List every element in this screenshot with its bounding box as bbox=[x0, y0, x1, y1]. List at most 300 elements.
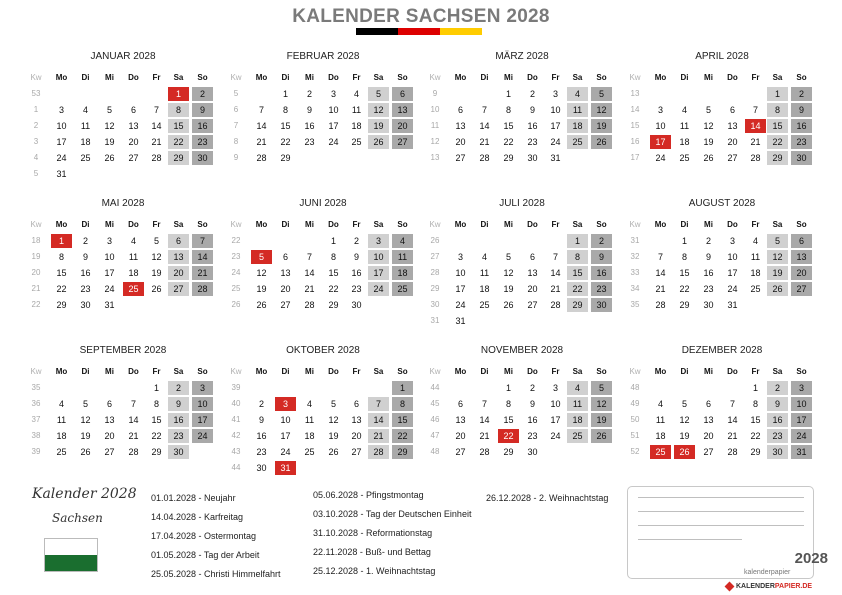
day-cell: 3 bbox=[192, 381, 213, 395]
day-cell: 19 bbox=[151, 268, 162, 278]
day-cell: 15 bbox=[750, 415, 761, 425]
day-cell: 4 bbox=[752, 236, 758, 246]
day-cell: 13 bbox=[727, 121, 738, 131]
day-cell: 1 bbox=[505, 89, 511, 99]
site-brand-dark: KALENDER bbox=[736, 583, 775, 590]
day-cell: 18 bbox=[479, 284, 490, 294]
day-cell: 15 bbox=[392, 413, 413, 427]
day-cell: 9 bbox=[258, 415, 264, 425]
holiday-entry: 31.10.2028 - Reformationstag bbox=[313, 528, 433, 538]
day-cell: 19 bbox=[328, 431, 339, 441]
day-cell: 2 bbox=[353, 236, 359, 246]
week-number: 32 bbox=[630, 252, 640, 261]
week-number: 12 bbox=[430, 137, 440, 146]
day-cell: 27 bbox=[392, 135, 413, 149]
day-cell: 18 bbox=[80, 137, 91, 147]
week-number: 41 bbox=[231, 415, 241, 424]
weekday-header: Mo bbox=[454, 367, 467, 376]
day-cell: 7 bbox=[130, 399, 136, 409]
week-number: 9 bbox=[233, 153, 239, 162]
weekday-header: Di bbox=[680, 220, 689, 229]
weekday-header: Sa bbox=[572, 220, 583, 229]
weekday-header: Fr bbox=[751, 367, 760, 376]
day-cell: 5 bbox=[505, 252, 511, 262]
week-number: 46 bbox=[430, 415, 440, 424]
weekday-header: Sa bbox=[373, 367, 384, 376]
day-cell: 26 bbox=[368, 135, 389, 149]
day-cell: 15 bbox=[679, 268, 690, 278]
day-cell: 26 bbox=[767, 282, 788, 296]
week-number: 16 bbox=[630, 137, 640, 146]
day-cell: 14 bbox=[655, 268, 666, 278]
weekday-header: So bbox=[197, 73, 208, 82]
day-cell: 23 bbox=[791, 135, 812, 149]
weekday-header: Fr bbox=[751, 220, 760, 229]
day-cell: 2 bbox=[168, 381, 189, 395]
day-cell: 25 bbox=[304, 447, 315, 457]
week-number: 50 bbox=[630, 415, 640, 424]
day-cell: 5 bbox=[106, 105, 112, 115]
weekday-header: Mi bbox=[504, 367, 513, 376]
day-cell: 28 bbox=[368, 445, 389, 459]
day-cell: 1 bbox=[767, 87, 788, 101]
day-cell: 1 bbox=[392, 381, 413, 395]
day-cell: 6 bbox=[457, 399, 463, 409]
note-line bbox=[638, 525, 804, 526]
day-cell: 23 bbox=[192, 135, 213, 149]
day-cell: 27 bbox=[280, 300, 291, 310]
day-cell: 16 bbox=[527, 415, 538, 425]
weekday-header: So bbox=[596, 73, 607, 82]
weekday-header: Di bbox=[680, 73, 689, 82]
holiday-entry: 25.05.2028 - Christi Himmelfahrt bbox=[151, 569, 281, 579]
week-number-header: Kw bbox=[230, 73, 242, 82]
weekday-header: So bbox=[397, 220, 408, 229]
weekday-header: Do bbox=[527, 73, 538, 82]
day-cell: 6 bbox=[168, 234, 189, 248]
day-cell: 4 bbox=[130, 236, 136, 246]
day-cell: 7 bbox=[192, 234, 213, 248]
day-cell: 2 bbox=[529, 383, 535, 393]
day-cell: 14 bbox=[151, 121, 162, 131]
day-cell: 17 bbox=[550, 121, 561, 131]
week-number: 24 bbox=[231, 268, 241, 277]
holiday-day-cell: 26 bbox=[674, 445, 695, 459]
holiday-day-cell: 31 bbox=[275, 461, 296, 475]
day-cell: 15 bbox=[280, 121, 291, 131]
day-cell: 13 bbox=[392, 103, 413, 117]
day-cell: 3 bbox=[368, 234, 389, 248]
day-cell: 18 bbox=[750, 268, 761, 278]
note-line bbox=[638, 497, 804, 498]
day-cell: 23 bbox=[256, 447, 267, 457]
day-cell: 16 bbox=[256, 431, 267, 441]
day-cell: 11 bbox=[567, 103, 588, 117]
day-cell: 25 bbox=[679, 153, 690, 163]
day-cell: 10 bbox=[655, 121, 666, 131]
weekday-header: Mo bbox=[454, 73, 467, 82]
day-cell: 29 bbox=[567, 298, 588, 312]
week-number: 51 bbox=[630, 431, 640, 440]
day-cell: 20 bbox=[351, 431, 362, 441]
page-title: KALENDER SACHSEN 2028 bbox=[292, 6, 550, 27]
day-cell: 27 bbox=[527, 300, 538, 310]
note-line bbox=[638, 539, 742, 540]
weekday-header: Di bbox=[81, 367, 90, 376]
month-title: MAI 2028 bbox=[101, 198, 145, 209]
week-number: 48 bbox=[630, 383, 640, 392]
day-cell: 9 bbox=[529, 399, 535, 409]
week-number-header: Kw bbox=[30, 367, 42, 376]
day-cell: 11 bbox=[655, 415, 666, 425]
day-cell: 6 bbox=[106, 399, 112, 409]
day-cell: 11 bbox=[392, 250, 413, 264]
weekday-header: Mi bbox=[704, 220, 713, 229]
weekday-header: Do bbox=[727, 73, 738, 82]
day-cell: 10 bbox=[192, 397, 213, 411]
day-cell: 24 bbox=[328, 137, 339, 147]
day-cell: 17 bbox=[368, 266, 389, 280]
day-cell: 22 bbox=[168, 135, 189, 149]
weekday-header: Do bbox=[128, 73, 139, 82]
day-cell: 17 bbox=[192, 413, 213, 427]
day-cell: 5 bbox=[681, 399, 687, 409]
day-cell: 16 bbox=[351, 268, 362, 278]
day-cell: 8 bbox=[330, 252, 336, 262]
week-number: 23 bbox=[231, 252, 241, 261]
day-cell: 4 bbox=[681, 105, 687, 115]
day-cell: 21 bbox=[479, 431, 490, 441]
day-cell: 19 bbox=[679, 431, 690, 441]
day-cell: 16 bbox=[591, 266, 612, 280]
day-cell: 21 bbox=[304, 284, 315, 294]
day-cell: 17 bbox=[550, 415, 561, 425]
day-cell: 16 bbox=[767, 413, 788, 427]
script-calendar-title: Kalender 2028 bbox=[32, 486, 137, 502]
day-cell: 29 bbox=[328, 300, 339, 310]
day-cell: 12 bbox=[591, 397, 612, 411]
day-cell: 2 bbox=[192, 87, 213, 101]
day-cell: 16 bbox=[192, 119, 213, 133]
week-number: 6 bbox=[233, 105, 239, 114]
weekday-header: Fr bbox=[551, 367, 560, 376]
week-number: 26 bbox=[430, 236, 440, 245]
day-cell: 1 bbox=[505, 383, 511, 393]
holiday-entry: 14.04.2028 - Karfreitag bbox=[151, 512, 244, 522]
weekday-header: Sa bbox=[572, 367, 583, 376]
day-cell: 22 bbox=[392, 429, 413, 443]
weekday-header: Mi bbox=[305, 367, 314, 376]
saxony-flag-green bbox=[45, 555, 97, 571]
day-cell: 29 bbox=[750, 447, 761, 457]
day-cell: 28 bbox=[256, 153, 267, 163]
day-cell: 23 bbox=[767, 429, 788, 443]
weekday-header: Mo bbox=[654, 220, 667, 229]
day-cell: 19 bbox=[104, 137, 115, 147]
day-cell: 8 bbox=[58, 252, 64, 262]
weekday-header: Sa bbox=[173, 73, 184, 82]
day-cell: 1 bbox=[681, 236, 687, 246]
day-cell: 8 bbox=[505, 399, 511, 409]
saxony-flag-white bbox=[45, 539, 97, 555]
weekday-header: Mi bbox=[105, 367, 114, 376]
month-title: JUNI 2028 bbox=[299, 198, 347, 209]
day-cell: 17 bbox=[455, 284, 466, 294]
day-cell: 18 bbox=[56, 431, 67, 441]
weekday-header: Mi bbox=[504, 73, 513, 82]
holiday-day-cell: 1 bbox=[51, 234, 72, 248]
day-cell: 5 bbox=[705, 105, 711, 115]
week-number-header: Kw bbox=[429, 367, 441, 376]
day-cell: 9 bbox=[791, 103, 812, 117]
day-cell: 7 bbox=[306, 252, 312, 262]
day-cell: 18 bbox=[655, 431, 666, 441]
holiday-entry: 22.11.2028 - Buß- und Bettag bbox=[313, 547, 431, 557]
weekday-header: Mo bbox=[55, 220, 68, 229]
week-number: 35 bbox=[31, 383, 41, 392]
day-cell: 9 bbox=[168, 397, 189, 411]
day-cell: 6 bbox=[130, 105, 136, 115]
day-cell: 4 bbox=[353, 89, 359, 99]
day-cell: 9 bbox=[192, 103, 213, 117]
weekday-header: Di bbox=[680, 367, 689, 376]
day-cell: 30 bbox=[192, 151, 213, 165]
week-number: 22 bbox=[31, 300, 41, 309]
day-cell: 11 bbox=[351, 105, 362, 115]
weekday-header: Do bbox=[328, 367, 339, 376]
day-cell: 20 bbox=[392, 119, 413, 133]
day-cell: 10 bbox=[550, 399, 561, 409]
day-cell: 4 bbox=[306, 399, 312, 409]
day-cell: 14 bbox=[368, 413, 389, 427]
day-cell: 21 bbox=[655, 284, 666, 294]
day-cell: 15 bbox=[168, 119, 189, 133]
day-cell: 19 bbox=[591, 413, 612, 427]
day-cell: 28 bbox=[479, 153, 490, 163]
day-cell: 22 bbox=[56, 284, 67, 294]
day-cell: 12 bbox=[104, 121, 115, 131]
day-cell: 7 bbox=[752, 105, 758, 115]
weekday-header: Fr bbox=[152, 73, 161, 82]
day-cell: 14 bbox=[256, 121, 267, 131]
weekday-header: Mi bbox=[305, 220, 314, 229]
weekday-header: Do bbox=[328, 73, 339, 82]
day-cell: 31 bbox=[727, 300, 738, 310]
weekday-header: Mi bbox=[105, 220, 114, 229]
day-cell: 18 bbox=[392, 266, 413, 280]
day-cell: 27 bbox=[351, 447, 362, 457]
day-cell: 27 bbox=[791, 282, 812, 296]
day-cell: 25 bbox=[750, 284, 761, 294]
notes-box bbox=[627, 486, 814, 579]
day-cell: 12 bbox=[503, 268, 514, 278]
week-number-header: Kw bbox=[30, 73, 42, 82]
day-cell: 31 bbox=[56, 169, 67, 179]
day-cell: 29 bbox=[280, 153, 291, 163]
week-number: 40 bbox=[231, 399, 241, 408]
day-cell: 2 bbox=[82, 236, 88, 246]
day-cell: 21 bbox=[192, 266, 213, 280]
weekday-header: Do bbox=[527, 220, 538, 229]
week-number-header: Kw bbox=[629, 220, 641, 229]
week-number: 17 bbox=[630, 153, 640, 162]
day-cell: 5 bbox=[153, 236, 159, 246]
day-cell: 8 bbox=[153, 399, 159, 409]
day-cell: 30 bbox=[703, 300, 714, 310]
script-state-name: Sachsen bbox=[52, 511, 103, 525]
weekday-header: So bbox=[197, 367, 208, 376]
week-number-header: Kw bbox=[429, 220, 441, 229]
day-cell: 14 bbox=[550, 268, 561, 278]
day-cell: 25 bbox=[351, 137, 362, 147]
month-title: SEPTEMBER 2028 bbox=[79, 345, 167, 356]
weekday-header: Fr bbox=[152, 220, 161, 229]
weekday-header: Fr bbox=[551, 220, 560, 229]
weekday-header: Sa bbox=[772, 220, 783, 229]
day-cell: 26 bbox=[503, 300, 514, 310]
day-cell: 1 bbox=[282, 89, 288, 99]
weekday-header: Do bbox=[527, 367, 538, 376]
week-number: 7 bbox=[233, 121, 239, 130]
day-cell: 3 bbox=[330, 89, 336, 99]
pen-icon bbox=[725, 582, 735, 592]
day-cell: 12 bbox=[80, 415, 91, 425]
day-cell: 17 bbox=[104, 268, 115, 278]
flag-stripe-gold bbox=[440, 28, 482, 35]
day-cell: 20 bbox=[703, 431, 714, 441]
week-number: 5 bbox=[233, 89, 239, 98]
holiday-day-cell: 3 bbox=[275, 397, 296, 411]
day-cell: 19 bbox=[256, 284, 267, 294]
day-cell: 27 bbox=[168, 282, 189, 296]
flag-stripe-black bbox=[356, 28, 398, 35]
day-cell: 26 bbox=[256, 300, 267, 310]
day-cell: 26 bbox=[104, 153, 115, 163]
day-cell: 16 bbox=[168, 413, 189, 427]
day-cell: 7 bbox=[657, 252, 663, 262]
site-brand[interactable] bbox=[726, 583, 812, 590]
day-cell: 1 bbox=[153, 383, 159, 393]
day-cell: 24 bbox=[655, 153, 666, 163]
weekday-header: Do bbox=[727, 220, 738, 229]
day-cell: 30 bbox=[591, 298, 612, 312]
day-cell: 3 bbox=[106, 236, 112, 246]
week-number: 31 bbox=[630, 236, 640, 245]
holiday-entry: 01.01.2028 - Neujahr bbox=[151, 493, 236, 503]
day-cell: 13 bbox=[527, 268, 538, 278]
day-cell: 23 bbox=[527, 137, 538, 147]
weekday-header: Fr bbox=[352, 367, 361, 376]
day-cell: 9 bbox=[82, 252, 88, 262]
day-cell: 30 bbox=[791, 151, 812, 165]
day-cell: 20 bbox=[727, 137, 738, 147]
day-cell: 7 bbox=[552, 252, 558, 262]
day-cell: 21 bbox=[151, 137, 162, 147]
week-number: 29 bbox=[430, 284, 440, 293]
day-cell: 16 bbox=[703, 268, 714, 278]
weekday-header: Do bbox=[328, 220, 339, 229]
holiday-entry: 01.05.2028 - Tag der Arbeit bbox=[151, 550, 260, 560]
holiday-entry: 03.10.2028 - Tag der Deutschen Einheit bbox=[313, 509, 472, 519]
day-cell: 9 bbox=[306, 105, 312, 115]
weekday-header: Sa bbox=[772, 367, 783, 376]
day-cell: 28 bbox=[128, 447, 139, 457]
day-cell: 20 bbox=[455, 137, 466, 147]
day-cell: 25 bbox=[479, 300, 490, 310]
day-cell: 29 bbox=[392, 445, 413, 459]
day-cell: 17 bbox=[727, 268, 738, 278]
day-cell: 21 bbox=[479, 137, 490, 147]
day-cell: 24 bbox=[192, 429, 213, 443]
weekday-header: Di bbox=[480, 73, 489, 82]
day-cell: 3 bbox=[791, 381, 812, 395]
day-cell: 13 bbox=[168, 250, 189, 264]
week-number: 52 bbox=[630, 447, 640, 456]
day-cell: 6 bbox=[729, 105, 735, 115]
holiday-day-cell: 1 bbox=[168, 87, 189, 101]
day-cell: 6 bbox=[457, 105, 463, 115]
day-cell: 28 bbox=[304, 300, 315, 310]
saxony-flag bbox=[44, 538, 98, 572]
day-cell: 4 bbox=[82, 105, 88, 115]
day-cell: 12 bbox=[679, 415, 690, 425]
day-cell: 8 bbox=[168, 103, 189, 117]
day-cell: 14 bbox=[128, 415, 139, 425]
week-number: 47 bbox=[430, 431, 440, 440]
week-number-header: Kw bbox=[30, 220, 42, 229]
day-cell: 11 bbox=[750, 252, 761, 262]
month-title: MÄRZ 2028 bbox=[495, 51, 549, 62]
day-cell: 14 bbox=[479, 415, 490, 425]
day-cell: 15 bbox=[767, 119, 788, 133]
weekday-header: Di bbox=[281, 73, 290, 82]
weekday-header: Do bbox=[128, 367, 139, 376]
day-cell: 9 bbox=[767, 397, 788, 411]
day-cell: 17 bbox=[280, 431, 291, 441]
day-cell: 13 bbox=[455, 121, 466, 131]
day-cell: 17 bbox=[791, 413, 812, 427]
weekday-header: Di bbox=[81, 220, 90, 229]
week-number: 37 bbox=[31, 415, 41, 424]
day-cell: 8 bbox=[505, 105, 511, 115]
day-cell: 24 bbox=[550, 431, 561, 441]
week-number: 53 bbox=[31, 89, 41, 98]
week-number: 22 bbox=[231, 236, 241, 245]
weekday-header: Di bbox=[281, 220, 290, 229]
weekday-header: Mo bbox=[55, 73, 68, 82]
day-cell: 19 bbox=[368, 119, 389, 133]
day-cell: 20 bbox=[455, 431, 466, 441]
day-cell: 6 bbox=[282, 252, 288, 262]
day-cell: 10 bbox=[455, 268, 466, 278]
day-cell: 10 bbox=[791, 397, 812, 411]
day-cell: 2 bbox=[258, 399, 264, 409]
day-cell: 10 bbox=[56, 121, 67, 131]
day-cell: 26 bbox=[591, 429, 612, 443]
day-cell: 24 bbox=[56, 153, 67, 163]
day-cell: 2 bbox=[791, 87, 812, 101]
day-cell: 16 bbox=[304, 121, 315, 131]
day-cell: 13 bbox=[455, 415, 466, 425]
day-cell: 18 bbox=[304, 431, 315, 441]
day-cell: 31 bbox=[791, 445, 812, 459]
week-number: 27 bbox=[430, 252, 440, 261]
day-cell: 30 bbox=[256, 463, 267, 473]
day-cell: 21 bbox=[256, 137, 267, 147]
day-cell: 1 bbox=[752, 383, 758, 393]
day-cell: 2 bbox=[767, 381, 788, 395]
day-cell: 7 bbox=[258, 105, 264, 115]
